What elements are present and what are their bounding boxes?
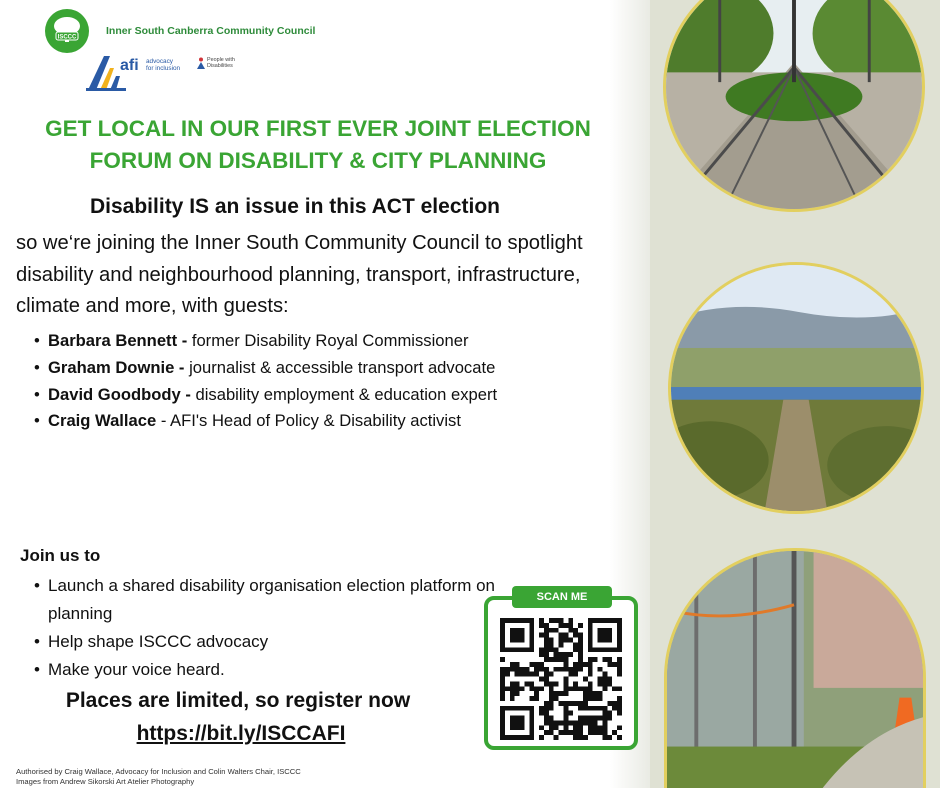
intro-paragraph: so we‘re joining the Inner South Community Council to spotlight disability and neighbourhood planning, transport, infrastructure, climate and more, with guests: bbox=[16, 232, 583, 317]
pwd-logo-icon bbox=[196, 57, 206, 69]
guest-name: Craig Wallace bbox=[48, 411, 157, 431]
join-action-list bbox=[30, 572, 500, 684]
council-name: Inner South Canberra Community Council bbox=[106, 25, 316, 37]
list-item: • Graham Downie - journalist & accessible transport advocate bbox=[34, 357, 496, 377]
svg-text:ISCCC: ISCCC bbox=[57, 34, 77, 41]
list-item: • Barbara Bennett - former Disability Royal Commissioner bbox=[34, 331, 469, 350]
guest-list bbox=[30, 328, 530, 435]
afi-tagline-line-2: for inclusion bbox=[146, 65, 181, 72]
guest-role: disability employment & education expert bbox=[190, 384, 498, 404]
action-text: Help shape ISCCC advocacy bbox=[48, 632, 269, 651]
pwd-tagline bbox=[207, 57, 235, 69]
list-item: • David Goodbody - disability employment & education expert bbox=[34, 384, 498, 404]
list-item: • Launch a shared disability organisation election platform on planning bbox=[34, 576, 495, 623]
registration-link[interactable]: https://bit.ly/ISCCAFI bbox=[136, 722, 346, 745]
lead-statement: Disability IS an issue in this ACT election bbox=[90, 195, 500, 218]
isccc-logo bbox=[44, 8, 90, 54]
guest-name: David Goodbody - bbox=[48, 384, 191, 404]
svg-text:afi: afi bbox=[120, 57, 139, 74]
guest-name: Graham Downie - bbox=[48, 357, 185, 377]
guest-role: - AFI's Head of Policy & Disability activist bbox=[156, 411, 461, 431]
action-text: Make your voice heard. bbox=[48, 660, 225, 679]
afi-logo bbox=[86, 50, 146, 92]
guest-role: journalist & accessible transport advocate bbox=[184, 357, 496, 377]
guest-role: former Disability Royal Commissioner bbox=[187, 331, 469, 350]
list-item: • Help shape ISCCC advocacy bbox=[34, 632, 269, 651]
pwd-tagline-line-1: People with bbox=[207, 57, 235, 63]
footer-image-credit: Images from Andrew Sikorski Art Atelier Photography bbox=[16, 777, 195, 786]
list-item: • Craig Wallace - AFI's Head of Policy & Disability activist bbox=[34, 411, 461, 431]
scan-me-badge: SCAN ME bbox=[512, 586, 612, 608]
qr-code[interactable] bbox=[500, 618, 622, 740]
page-title-line-1: GET LOCAL IN OUR FIRST EVER JOINT ELECTION bbox=[45, 116, 591, 141]
footer-authorisation: Authorised by Craig Wallace, Advocacy for Inclusion and Colin Walters Chair, ISCCC bbox=[16, 767, 301, 776]
footer-credits bbox=[16, 767, 301, 787]
page-title-line-2: FORUM ON DISABILITY & CITY PLANNING bbox=[89, 148, 547, 173]
page-title bbox=[0, 113, 636, 177]
action-text: Launch a shared disability organisation election platform on planning bbox=[48, 576, 495, 623]
afi-tagline-line-1: advocacy bbox=[146, 58, 173, 65]
pwd-tagline-line-2: Disabilities bbox=[207, 63, 233, 69]
photo-construction-fence bbox=[664, 548, 926, 788]
afi-tagline bbox=[146, 58, 180, 72]
list-item: • Make your voice heard. bbox=[34, 660, 225, 679]
registration-callout: Places are limited, so register now bbox=[65, 689, 411, 712]
join-us-heading: Join us to bbox=[20, 546, 101, 565]
photo-canberra-aerial bbox=[668, 262, 924, 514]
guest-name: Barbara Bennett - bbox=[48, 331, 188, 350]
